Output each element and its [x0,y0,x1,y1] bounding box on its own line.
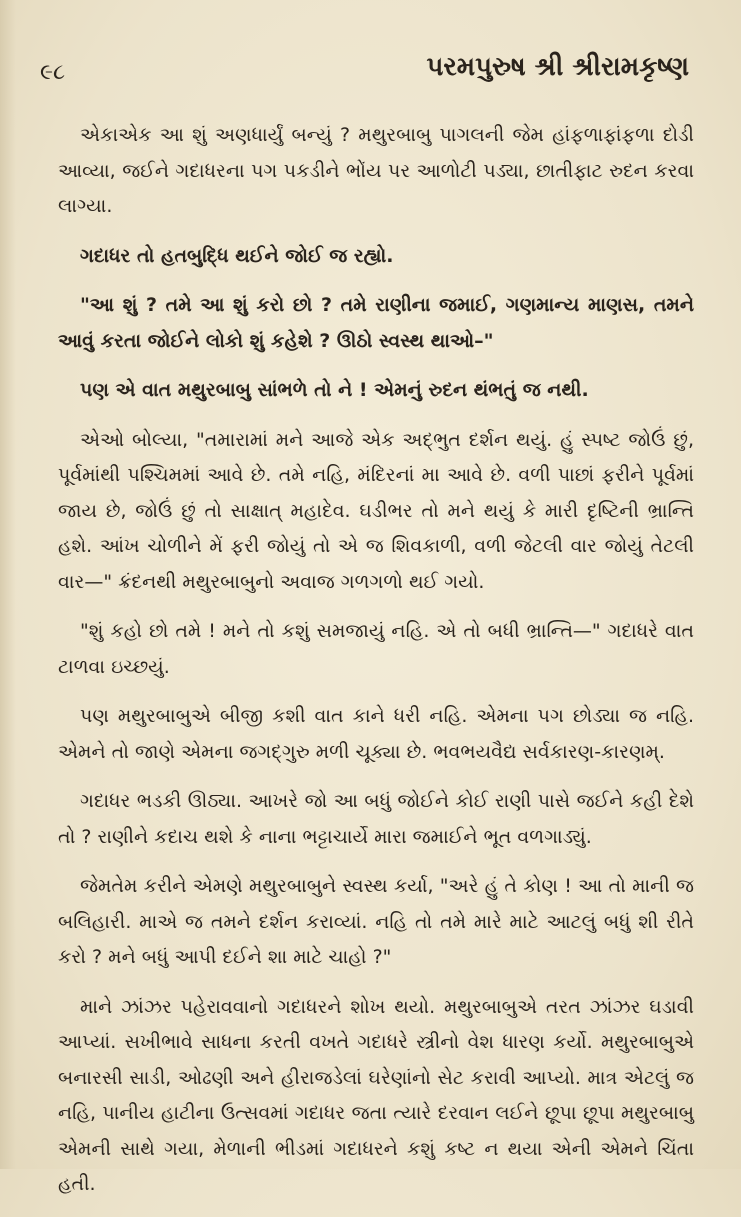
page-binding-shadow [0,0,16,1169]
paragraph-5: એઓ બોલ્યા, "તમારામાં મને આજે એક અદ્ભુત દર્શન થયું. હું સ્પષ્ટ જોઉં છું, પૂર્વમાંથી પશ્ચિમમાં આવે છે. તમે નહિ, મંદિરનાં મા આવે છે. વળી પાછાં ફરીને પૂર્વમાં જાય છે, જોઉં છું તો સાક્ષાત્ મહાદેવ. ઘડીભર તો મને થયું કે મારી દૃષ્ટિની ભ્રાન્તિ હશે. આંખ ચોળીને મેં ફરી જોયું તો એ જ શિવકાળી, વળી જેટલી વાર જોયું તેટલી વાર—" ક્રંદનથી મથુરબાબુનો અવાજ ગળગળો થઈ ગયો. [58,428,694,593]
paragraph-9: જેમતેમ કરીને એમણે મથુરબાબુને સ્વસ્થ કર્યા, "અરે હું તે કોણ ! આ તો માની જ બલિહારી. માએ જ તમને દર્શન કરાવ્યાં. નહિ તો તમે મારે માટે આટલું બધું શી રીતે કરો ? મને બધું આપી દઈને શા માટે ચાહો ?" [58,875,694,968]
paragraph-2: ગદાધર તો હતબુદ્ધિ થઈને જોઈ જ રહ્યો. [80,244,394,267]
paragraph-6: "શું કહો છો તમે ! મને તો કશું સમજાયું નહિ. એ તો બધી ભ્રાન્તિ—" ગદાધરે વાત ટાળવા ઇચ્છયું. [58,620,694,678]
paragraph-1: એકાએક આ શું અણધાર્યું બન્યું ? મથુરબાબુ પાગલની જેમ હાંફળાફાંફળા દોડી આવ્યા, જઈને ગદાધરના પગ પકડીને ભોંય પર આળોટી પડ્યા, છાતીફાટ રુદન કરવા લાગ્યા. [58,124,694,217]
paragraph-7: પણ મથુરબાબુએ બીજી કશી વાત કાને ધરી નહિ. એમના પગ છોડ્યા જ નહિ. એમને તો જાણે એમના જગદ્ગુરુ મળી ચૂક્યા છે. ભવભયવૈદ્ય સર્વકારણ-કારણમ્. [58,705,694,763]
page-header [40,50,689,90]
page-number: ૯૮ [40,60,66,85]
running-title: પરમપુરુષ શ્રી શ્રીરામકૃષ્ણ [426,52,689,82]
paragraph-3: "આ શું ? તમે આ શું કરો છો ? તમે રાણીના જમાઈ, ગણમાન્ય માણસ, તમને આવું કરતા જોઈને લોકો શું કહેશે ? ઊઠો સ્વસ્થ થાઓ–" [58,294,694,352]
paragraph-10: માને ઝાંઝર પહેરાવવાનો ગદાધરને શોખ થયો. મથુરબાબુએ તરત ઝાંઝર ઘડાવી આપ્યાં. સખીભાવે સાધના કરતી વખતે ગદાધરે સ્ત્રીનો વેશ ધારણ કર્યો. મથુરબાબુએ બનારસી સાડી, ઓઢણી અને હીરાજડેલાં ઘરેણાંનો સેટ કરાવી આપ્યો. માત્ર એટલું જ નહિ, પાનીય હાટીના ઉત્સવમાં ગદાધર જતા ત્યારે દરવાન લઈને છૂપા છૂપા મથુરબાબુ એમની સાથે ગયા, મેળાની ભીડમાં ગદાધરને કશું કષ્ટ ન થયા એની એમને ચિંતા હતી. [58,995,694,1195]
paragraph-4: પણ એ વાત મથુરબાબુ સાંભળે તો ને ! એમનું રુદન થંભતું જ નથી. [80,379,589,401]
paragraph-8: ગદાધર ભડકી ઊઠ્યા. આખરે જો આ બધું જોઈને કોઈ રાણી પાસે જઈને કહી દેશે તો ? રાણીને કદાચ થશે કે નાના ભટ્ટાચાર્યે મારા જમાઈને ભૂત વળગાડ્યું. [58,790,694,848]
page-body [58,118,694,1217]
